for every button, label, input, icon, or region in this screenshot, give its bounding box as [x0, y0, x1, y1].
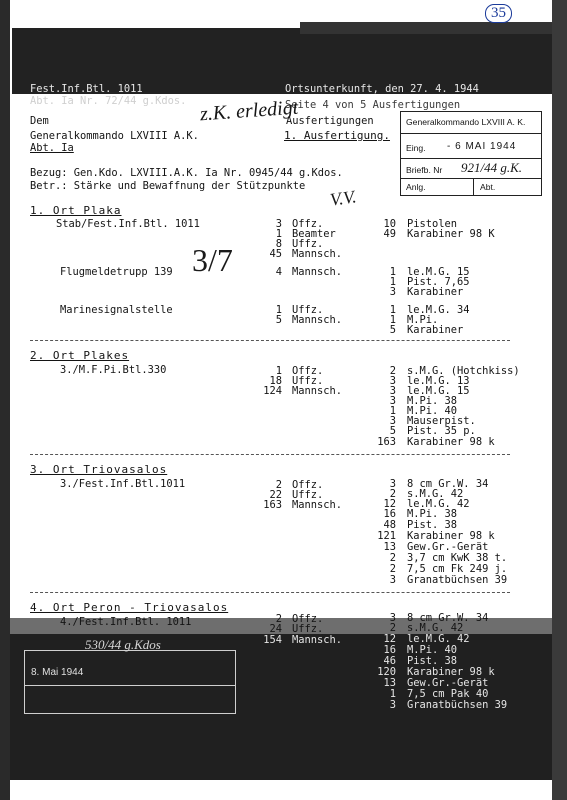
personnel-rank: Mannsch.	[292, 634, 343, 646]
personnel-rank: Mannsch.	[292, 248, 343, 260]
stamp-abt-label: Abt.	[480, 182, 496, 192]
section-heading-4: 4. Ort Peron - Triovasalos	[30, 601, 229, 614]
weapon-count: 1	[389, 266, 396, 278]
weapon-name: Pist. 35 p.	[407, 425, 476, 437]
personnel-rank: Mannsch.	[292, 266, 343, 278]
bezug-line: Bezug: Gen.Kdo. LXVIII.A.K. Ia Nr. 0945/44 g.Kdos.	[30, 167, 343, 179]
weapon-count: 3	[389, 286, 396, 298]
weapon-count: 1	[389, 405, 396, 417]
weapon-name: M.Pi. 38	[407, 395, 458, 407]
weapon-name: Karabiner 98 k	[407, 666, 495, 678]
weapon-name: Karabiner 98 k	[407, 530, 495, 542]
weapon-name: le.M.G. 13	[407, 375, 470, 387]
weapon-count: 16	[383, 508, 396, 520]
handwritten-margin-number: 3/7	[192, 242, 233, 278]
weapon-count: 2	[389, 622, 396, 634]
weapon-name: M.Pi. 38	[407, 508, 458, 520]
weapon-count: 120	[377, 666, 396, 678]
personnel-count: 1	[275, 304, 282, 316]
personnel-rank: Offz.	[292, 218, 324, 230]
recipient-name: Generalkommando LXVIII A.K.	[30, 130, 199, 142]
personnel-rank: Beamter	[292, 228, 336, 240]
received-stamp	[400, 111, 542, 196]
unit-name: Stab/Fest.Inf.Btl. 1011	[56, 218, 200, 230]
weapon-count: 3	[389, 385, 396, 397]
personnel-rank: Uffz.	[292, 489, 324, 501]
stamp-title: Generalkommando LXVIII A. K.	[406, 117, 526, 127]
section-heading-3: 3. Ort Triovasalos	[30, 463, 168, 476]
weapon-name: 3,7 cm KwK 38 t.	[407, 552, 508, 564]
section-separator	[30, 592, 510, 593]
section-heading-1: 1. Ort Plaka	[30, 204, 122, 217]
personnel-rank: Offz.	[292, 613, 324, 625]
personnel-rank: Uffz.	[292, 375, 324, 387]
weapon-count: 12	[383, 633, 396, 645]
bottom-receipt-stamp	[24, 637, 236, 714]
to-label: Dem	[30, 115, 49, 127]
section-separator	[30, 340, 510, 341]
weapon-count: 1	[389, 304, 396, 316]
stamp-briefb-number: 921/44 g.K.	[461, 160, 523, 175]
weapon-name: s.M.G. 42	[407, 488, 464, 500]
personnel-rank: Offz.	[292, 365, 324, 377]
weapon-name: M.Pi.	[407, 314, 439, 326]
weapon-name: Karabiner 98 K	[407, 228, 495, 240]
corner-page-mark: 35	[485, 4, 512, 23]
personnel-count: 18	[269, 375, 282, 387]
weapon-name: Granatbüchsen 39	[407, 574, 508, 586]
weapon-count: 1	[389, 276, 396, 288]
weapon-count: 3	[389, 415, 396, 427]
weapon-name: Pist. 7,65	[407, 276, 470, 288]
weapon-count: 1	[389, 314, 396, 326]
bottom-stamp-number: 530/44 g.Kdos	[85, 637, 161, 652]
weapon-name: M.Pi. 40	[407, 644, 458, 656]
personnel-rank: Uffz.	[292, 623, 324, 635]
weapon-count: 3	[389, 478, 396, 490]
weapon-count: 5	[389, 324, 396, 336]
personnel-count: 45	[269, 248, 282, 260]
personnel-count: 124	[263, 385, 282, 397]
weapon-count: 3	[389, 699, 396, 711]
weapon-name: Pist. 38	[407, 655, 458, 667]
unit-name: 3./M.F.Pi.Btl.330	[60, 364, 167, 376]
personnel-count: 24	[269, 623, 282, 635]
stamp-eing-date: - 6 MAI 1944	[447, 141, 517, 152]
weapon-name: le.M.G. 15	[407, 385, 470, 397]
origin-line-1: Ortsunterkunft, den 27. 4. 1944	[285, 83, 479, 95]
stamp-anlg-label: Anlg.	[406, 182, 426, 192]
personnel-count: 2	[275, 613, 282, 625]
section-separator	[30, 454, 510, 455]
weapon-name: Karabiner 98 k	[407, 436, 495, 448]
personnel-count: 1	[275, 228, 282, 240]
weapon-name: Gew.Gr.-Gerät	[407, 541, 489, 553]
weapon-count: 46	[383, 655, 396, 667]
weapon-count: 13	[383, 541, 396, 553]
personnel-rank: Mannsch.	[292, 499, 343, 511]
weapon-count: 16	[383, 644, 396, 656]
recipient-department: Abt. Ia	[30, 142, 74, 154]
weapon-count: 5	[389, 425, 396, 437]
weapon-name: 8 cm Gr.W. 34	[407, 478, 489, 490]
handwritten-note-top: z.K. erledigt	[199, 96, 299, 126]
stamp-eing-label: Eing.	[406, 143, 426, 153]
personnel-count: 3	[275, 218, 282, 230]
weapon-count: 163	[377, 436, 396, 448]
weapon-count: 10	[383, 218, 396, 230]
weapon-name: 8 cm Gr.W. 34	[407, 612, 489, 624]
weapon-count: 2	[389, 563, 396, 575]
personnel-count: 163	[263, 499, 282, 511]
weapon-name: 7,5 cm Pak 40	[407, 688, 489, 700]
personnel-count: 154	[263, 634, 282, 646]
weapon-name: le.M.G. 42	[407, 633, 470, 645]
left-edge-shadow	[0, 0, 10, 800]
personnel-count: 1	[275, 365, 282, 377]
weapon-count: 3	[389, 612, 396, 624]
weapon-name: Mauserpist.	[407, 415, 476, 427]
weapon-name: M.Pi. 40	[407, 405, 458, 417]
weapon-count: 3	[389, 574, 396, 586]
weapon-name: Granatbüchsen 39	[407, 699, 508, 711]
weapon-name: Pistolen	[407, 218, 458, 230]
weapon-name: Pist. 38	[407, 519, 458, 531]
personnel-rank: Uffz.	[292, 238, 324, 250]
section-heading-2: 2. Ort Plakes	[30, 349, 130, 362]
personnel-count: 5	[275, 314, 282, 326]
right-edge-shadow	[552, 0, 567, 800]
sender-line-1: Fest.Inf.Btl. 1011	[30, 83, 143, 95]
weapon-name: s.M.G. 42	[407, 622, 464, 634]
weapon-name: Gew.Gr.-Gerät	[407, 677, 489, 689]
personnel-rank: Offz.	[292, 479, 324, 491]
weapon-name: Karabiner	[407, 286, 464, 298]
weapon-count: 12	[383, 498, 396, 510]
handwritten-margin-mark: V.V.	[328, 186, 358, 210]
sender-line-2: Abt. Ia Nr. 72/44 g.Kdos.	[30, 95, 187, 107]
ausfertigung-number: 1. Ausfertigung.	[284, 129, 390, 142]
weapon-count: 121	[377, 530, 396, 542]
personnel-rank: Uffz.	[292, 304, 324, 316]
weapon-name: le.M.G. 34	[407, 304, 470, 316]
origin-line-2: Seite 4 von 5 Ausfertigungen	[285, 99, 461, 111]
weapon-count: 3	[389, 375, 396, 387]
weapon-count: 1	[389, 688, 396, 700]
unit-name: Flugmeldetrupp 139	[60, 266, 173, 278]
top-dark-band-edge	[300, 22, 552, 34]
weapon-count: 2	[389, 488, 396, 500]
personnel-rank: Mannsch.	[292, 385, 343, 397]
weapon-count: 49	[383, 228, 396, 240]
betreff-line: Betr.: Stärke und Bewaffnung der Stützpunkte	[30, 180, 306, 192]
bottom-stamp-rule	[25, 685, 235, 686]
weapon-name: Karabiner	[407, 324, 464, 336]
bottom-stamp-date: 8. Mai 1944	[31, 667, 84, 678]
weapon-name: 7,5 cm Fk 249 j.	[407, 563, 508, 575]
weapon-count: 48	[383, 519, 396, 531]
stamp-briefb-label: Briefb. Nr	[406, 165, 443, 175]
personnel-count: 22	[269, 489, 282, 501]
weapon-count: 2	[389, 552, 396, 564]
weapon-count: 13	[383, 677, 396, 689]
unit-name: Marinesignalstelle	[60, 304, 173, 316]
weapon-name: le.M.G. 15	[407, 266, 470, 278]
personnel-count: 4	[275, 266, 282, 278]
unit-name: 3./Fest.Inf.Btl.1011	[60, 478, 186, 490]
weapon-count: 2	[389, 365, 396, 377]
personnel-rank: Mannsch.	[292, 314, 343, 326]
weapon-name: le.M.G. 42	[407, 498, 470, 510]
personnel-count: 2	[275, 479, 282, 491]
unit-name: 4./Fest.Inf.Btl. 1011	[60, 616, 192, 628]
weapon-name: s.M.G. (Hotchkiss)	[407, 365, 520, 377]
weapon-count: 3	[389, 395, 396, 407]
stamp-divider	[473, 178, 474, 195]
ausfertigungen-label: Ausfertigungen	[286, 115, 374, 127]
personnel-count: 8	[275, 238, 282, 250]
